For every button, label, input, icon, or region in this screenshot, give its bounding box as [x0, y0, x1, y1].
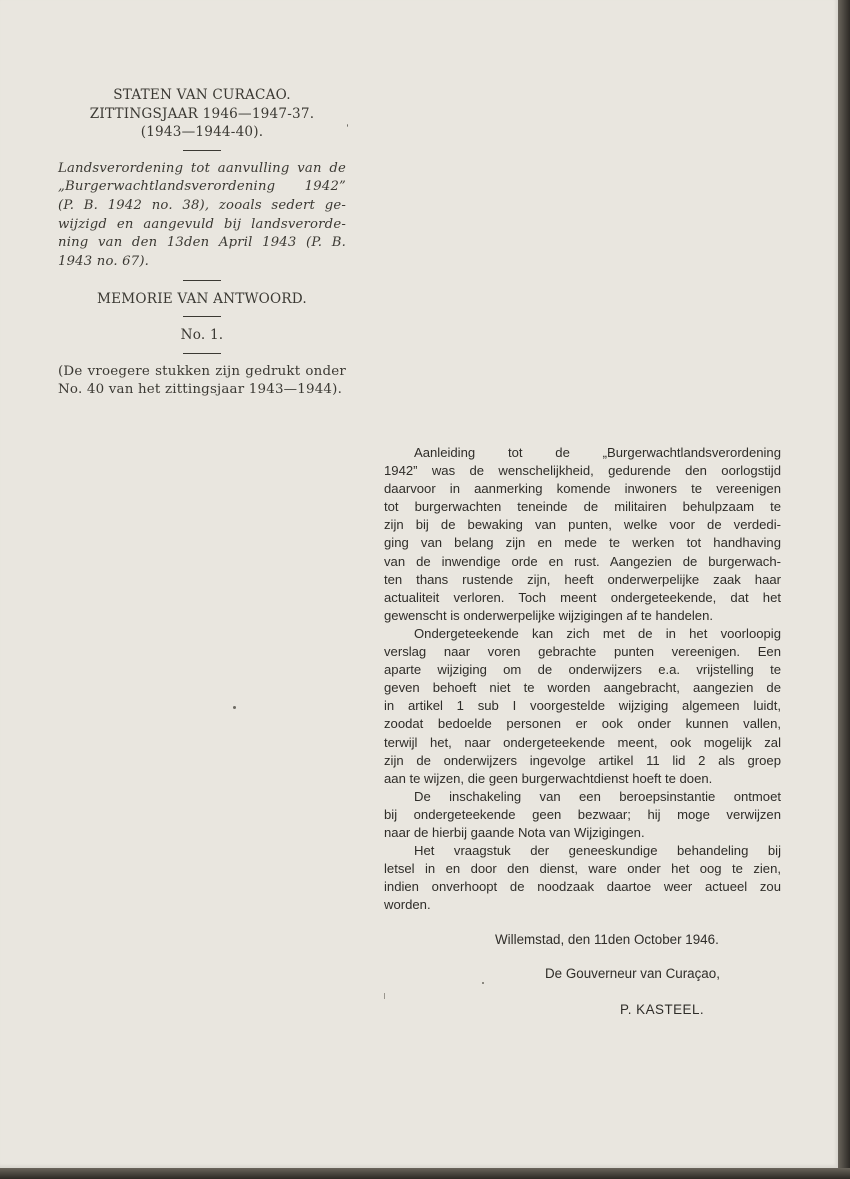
body-line: naar de hierbij gaande Nota van Wijzigingen.	[384, 824, 645, 840]
title-line: 1943 no. 67).	[58, 254, 150, 270]
body-line: Het vraagstuk der geneeskundige behandeling bij	[414, 843, 781, 859]
header-line-1: STATEN VAN CURACAO.	[113, 87, 291, 103]
page-edge-bottom	[0, 1168, 850, 1179]
body-line: actualiteit verloren. Toch meent ondergeteekende, dat het	[384, 589, 781, 605]
body-line: aparte wijziging om de onderwijzers e.a. vrijstelling te	[384, 662, 781, 678]
memorandum-body	[384, 444, 781, 914]
body-line: zoodat bedoelde personen er ook onder kunnen vallen,	[384, 716, 781, 732]
paper-speck	[384, 993, 385, 999]
body-line: van de inwendige orde en rust. Aangezien de burgerwach-	[384, 553, 781, 569]
body-line: 1942” was de wenschelijkheid, gedurende den oorlogstijd	[384, 463, 781, 479]
paragraph-1	[384, 444, 781, 625]
paragraph-2	[384, 625, 781, 788]
body-line: in artikel 1 sub I voorgestelde wijziging algemeen luidt,	[384, 698, 781, 714]
body-line: zijn de onderwijzers ingevolge artikel 11 lid 2 als groep	[384, 752, 781, 768]
body-line: ging van belang zijn en mede te werken tot handhaving	[384, 535, 781, 551]
document-number: No. 1.	[180, 327, 224, 344]
body-line: Ondergeteekende kan zich met de in het voorloopig	[414, 625, 781, 641]
signatory-role: De Gouverneur van Curaçao,	[545, 966, 720, 981]
body-line: gewenscht is onderwerpelijke wijzigingen af te handelen.	[384, 607, 713, 623]
paper-speck	[233, 706, 236, 709]
body-line: Aanleiding tot de „Burgerwachtlandsverordening	[414, 445, 781, 460]
body-line: indien onverhoopt de noodzaak daartoe weer actueel zou	[384, 879, 781, 895]
divider-rule	[183, 280, 221, 281]
body-line: verslag naar voren gebrachte punten vereenigen. Een	[384, 644, 781, 660]
header-line-2: ZITTINGSJAAR 1946—1947-37.	[89, 105, 315, 122]
title-line: Landsverordening tot aanvulling van de	[58, 160, 346, 176]
body-line: worden.	[384, 897, 431, 913]
title-line: wijzigd en aangevuld bij landsverorde-	[58, 216, 346, 232]
signatory-name: P. KASTEEL.	[620, 1002, 705, 1017]
divider-rule	[183, 150, 221, 151]
body-line: ten thans rustende zijn, heeft onderwerpelijke zaak haar	[384, 571, 781, 587]
body-line: daarvoor in aanmerking komende inwoners te vereenigen	[384, 481, 781, 497]
paper-speck	[347, 124, 348, 127]
divider-rule	[183, 316, 221, 317]
document-type: MEMORIE VAN ANTWOORD.	[97, 290, 307, 307]
note-line: (De vroegere stukken zijn gedrukt onder	[58, 363, 346, 379]
body-line: tot burgerwachten teneinde de militairen behulpzaam te	[384, 499, 781, 515]
reference-note	[58, 363, 346, 400]
title-line: (P. B. 1942 no. 38), zooals sedert ge-	[58, 197, 346, 213]
note-line: No. 40 van het zittingsjaar 1943—1944).	[58, 382, 343, 398]
paper-speck	[482, 982, 484, 984]
body-line: letsel in en door den dienst, ware onder het oog te zien,	[384, 861, 781, 877]
page-edge-right	[838, 0, 850, 1179]
paragraph-3	[384, 788, 781, 842]
body-line: bij ondergeteekende geen bezwaar; hij moge verwijzen	[384, 806, 781, 822]
document-title	[58, 160, 346, 272]
divider-rule	[183, 353, 221, 354]
header-line-3: (1943—1944-40).	[140, 124, 264, 140]
body-line: aan te wijzen, die geen burgerwachtdienst hoeft te doen.	[384, 770, 713, 786]
place-date: Willemstad, den 11den October 1946.	[495, 932, 719, 947]
title-line: ning van den 13den April 1943 (P. B.	[58, 235, 346, 251]
document-header	[58, 86, 346, 400]
title-line: „Burgerwachtlandsverordening 1942”	[58, 179, 346, 195]
body-line: De inschakeling van een beroepsinstantie ontmoet	[414, 788, 781, 804]
body-line: terwijl het, naar ondergeteekende meent, ook mogelijk zal	[384, 734, 781, 750]
body-line: geven behoeft niet te worden aangebracht, aangezien de	[384, 680, 781, 696]
paragraph-4	[384, 842, 781, 914]
body-line: zijn bij de bewaking van punten, welke voor de verdedi-	[384, 517, 781, 533]
